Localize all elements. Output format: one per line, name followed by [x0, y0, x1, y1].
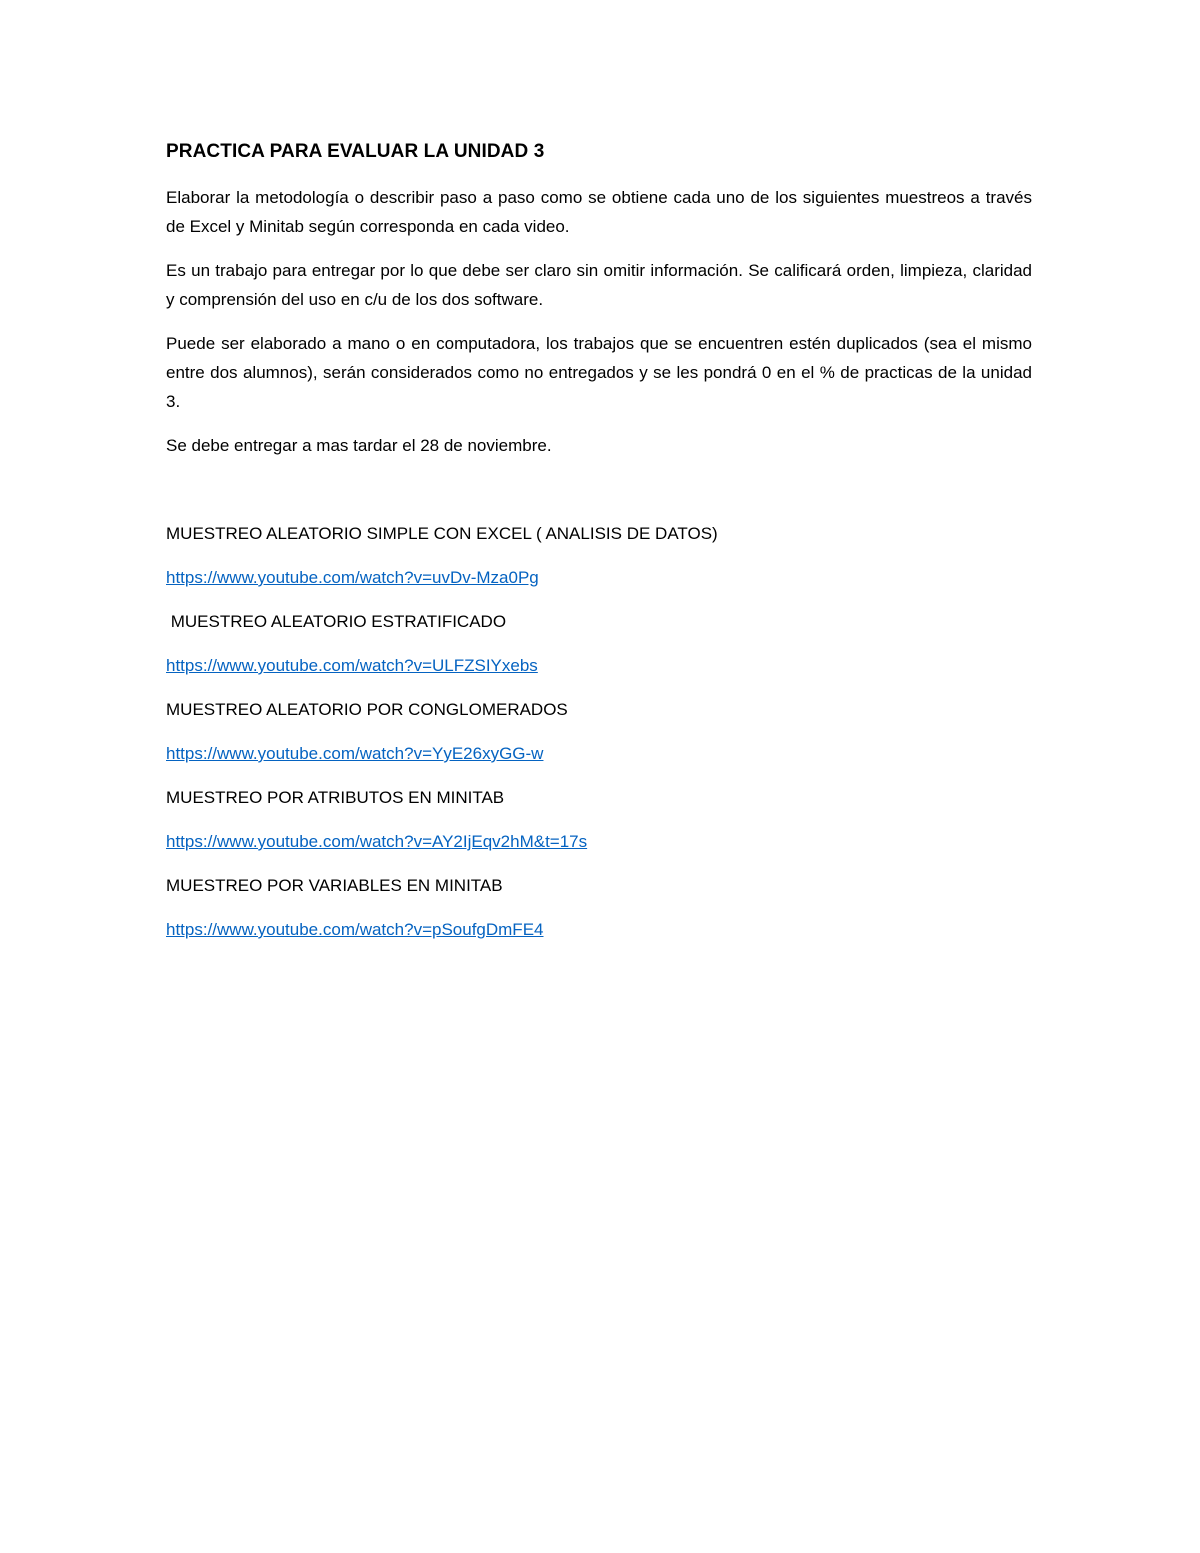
- paragraph-instructions: Elaborar la metodología o describir paso a paso como se obtiene cada uno de los siguientes muestreos a través de Excel y Minitab según corresponda en cada video.: [166, 188, 1032, 236]
- video-link-attributes[interactable]: https://www.youtube.com/watch?v=AY2IjEqv2hM&t=17s: [166, 832, 588, 851]
- paragraph-format-rules: Puede ser elaborado a mano o en computadora, los trabajos que se encuentren estén duplicados (sea el mismo entre dos alumnos), serán considerados como no entregados y se les pondrá 0 en el % de practicas de la unidad 3.: [166, 334, 1032, 411]
- spacer: [166, 475, 1032, 519]
- video-link-variables[interactable]: https://www.youtube.com/watch?v=pSoufgDmFE4: [166, 920, 544, 939]
- video-link-stratified[interactable]: https://www.youtube.com/watch?v=ULFZSIYxebs: [166, 656, 538, 675]
- video-link-simple[interactable]: https://www.youtube.com/watch?v=uvDv-Mza0Pg: [166, 568, 539, 587]
- paragraph-deadline: Se debe entregar a mas tardar el 28 de noviembre.: [166, 436, 552, 455]
- document-title: PRACTICA PARA EVALUAR LA UNIDAD 3: [166, 141, 545, 162]
- paragraph-requirements: Es un trabajo para entregar por lo que debe ser claro sin omitir información. Se calificará orden, limpieza, claridad y comprensión del uso en c/u de los dos software.: [166, 261, 1032, 309]
- section-label-stratified: MUESTREO ALEATORIO ESTRATIFICADO: [166, 612, 507, 631]
- document-page: [166, 138, 1032, 959]
- section-label-variables: MUESTREO POR VARIABLES EN MINITAB: [166, 876, 503, 895]
- video-link-clusters[interactable]: https://www.youtube.com/watch?v=YyE26xyGG-w: [166, 744, 544, 763]
- section-label-attributes: MUESTREO POR ATRIBUTOS EN MINITAB: [166, 788, 505, 807]
- section-label-simple: MUESTREO ALEATORIO SIMPLE CON EXCEL ( ANALISIS DE DATOS): [166, 524, 718, 543]
- section-label-clusters: MUESTREO ALEATORIO POR CONGLOMERADOS: [166, 700, 568, 719]
